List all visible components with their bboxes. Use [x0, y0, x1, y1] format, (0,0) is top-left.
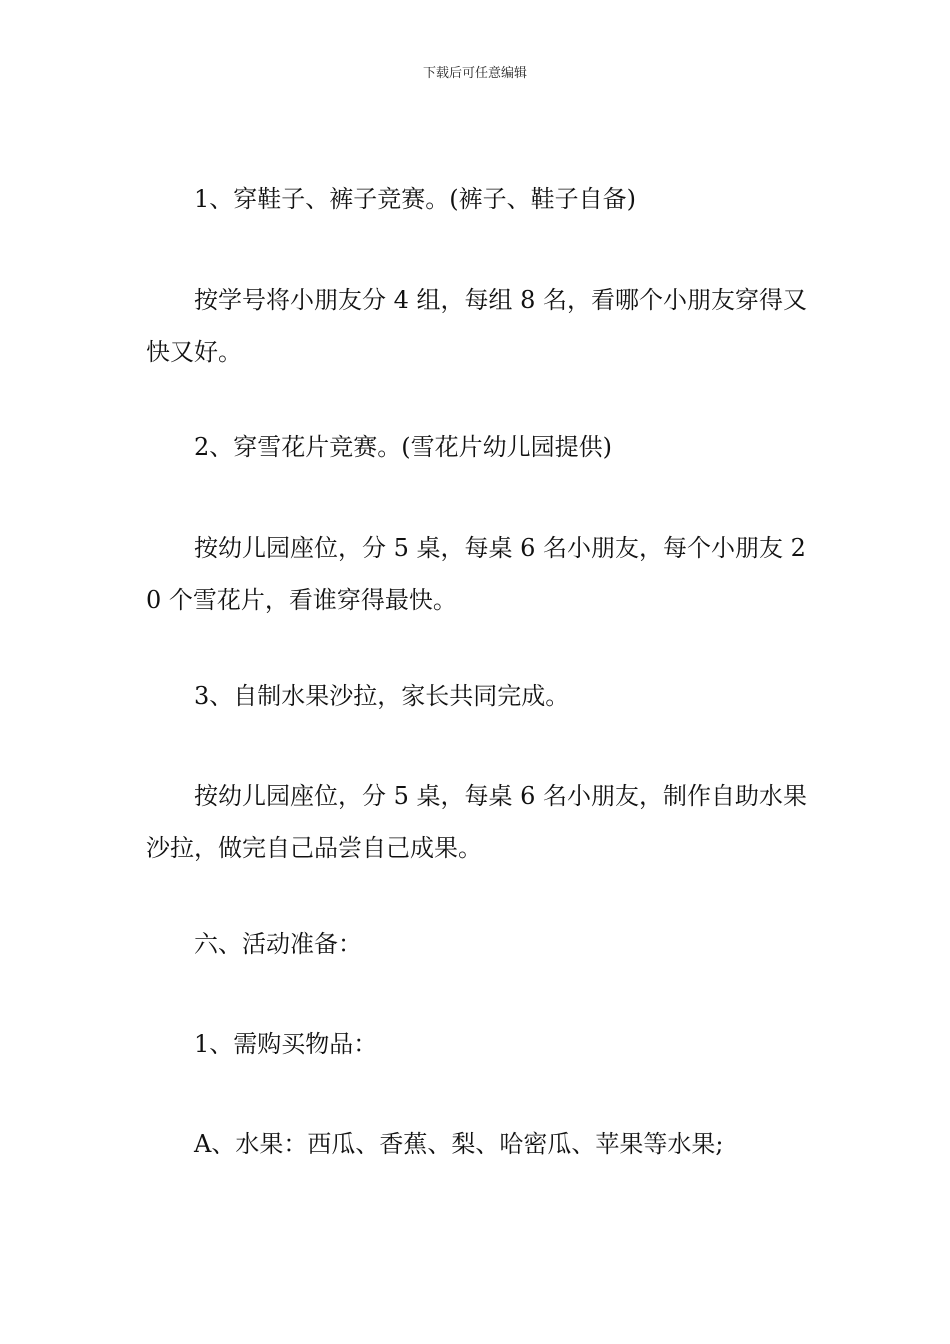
paragraph-4: 按幼儿园座位，分 5 桌，每桌 6 名小朋友，每个小朋友 20 个雪花片，看谁穿得最快。 [146, 534, 806, 614]
paragraph-9: A、水果：西瓜、香蕉、梨、哈密瓜、苹果等水果; [194, 1130, 724, 1158]
paragraph-2: 按学号将小朋友分 4 组，每组 8 名，看哪个小朋友穿得又快又好。 [146, 286, 808, 366]
paragraph-5: 3、自制水果沙拉，家长共同完成。 [194, 682, 570, 710]
paragraph-1: 1、穿鞋子、裤子竞赛。(裤子、鞋子自备) [194, 185, 636, 213]
paragraph-8: 1、需购买物品： [194, 1030, 378, 1058]
paragraph-3: 2、穿雪花片竞赛。(雪花片幼儿园提供) [194, 433, 612, 461]
paragraph-7: 六、活动准备： [194, 930, 362, 958]
paragraph-6: 按幼儿园座位，分 5 桌，每桌 6 名小朋友，制作自助水果沙拉，做完自己品尝自己成果。 [146, 782, 808, 862]
page-header: 下载后可任意编辑 [422, 66, 527, 81]
